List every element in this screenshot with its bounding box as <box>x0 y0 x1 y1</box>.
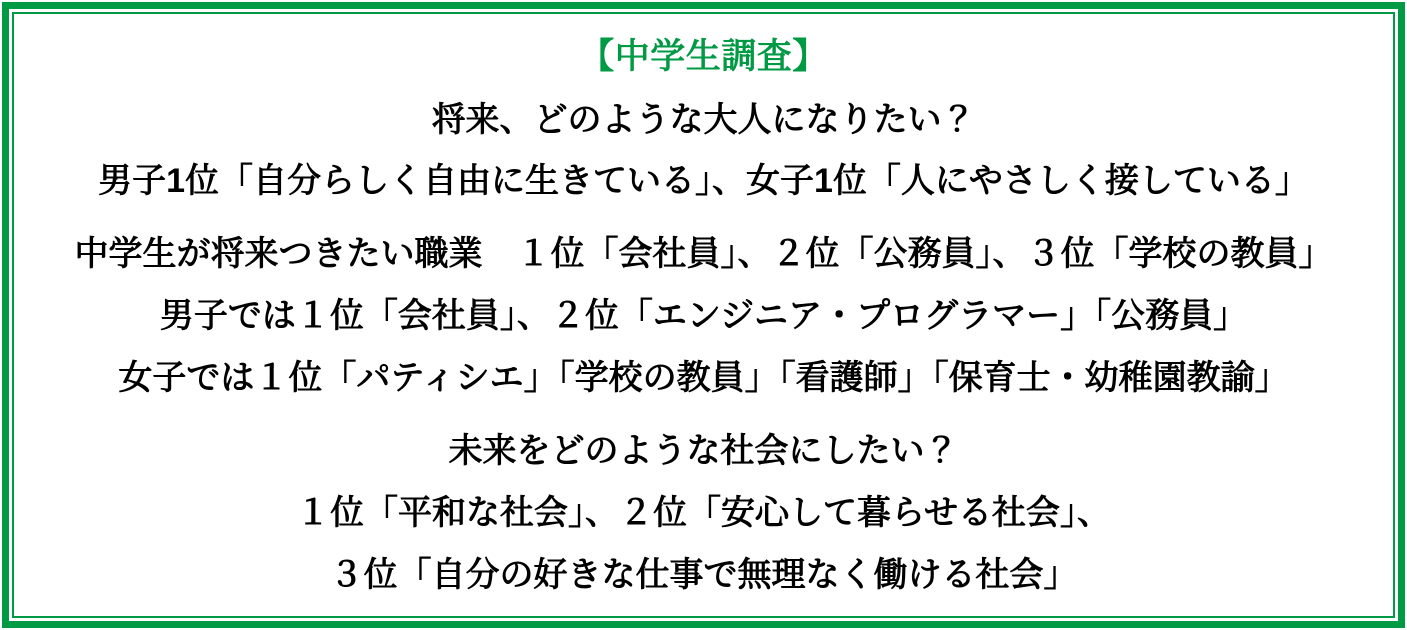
line-jobs-boys: 男子では１位「会社員」、２位「エンジニア・プログラマー」「公務員」 <box>159 297 1248 336</box>
survey-body <box>14 90 1393 618</box>
paragraph-future-adult <box>14 90 1393 214</box>
line-future-adult-question: 将来、どのような大人になりたい？ <box>431 100 976 139</box>
line-future-adult-answers: 男子1位「自分らしく自由に生きている」、女子1位「人にやさしく接している」 <box>98 162 1309 201</box>
outer-border <box>2 2 1405 628</box>
line-society-rank1-2: １位「平和な社会」、２位「安心して暮らせる社会」、 <box>296 493 1111 532</box>
line-society-rank3: ３位「自分の好きな仕事で無理なく働ける社会」 <box>329 555 1078 594</box>
survey-title: 【中学生調査】 <box>579 37 828 76</box>
inner-border <box>12 12 1395 618</box>
line-jobs-girls: 女子では１位「パティシエ」「学校の教員」「看護師」「保育士・幼稚園教諭」 <box>118 359 1289 397</box>
line-jobs-overall: 中学生が将来つきたい職業 １位「会社員」、２位「公務員」、３位「学校の教員」 <box>74 235 1333 274</box>
line-society-question: 未来をどのような社会にしたい？ <box>448 431 959 470</box>
paragraph-future-jobs <box>14 224 1393 410</box>
paragraph-future-society <box>14 421 1393 607</box>
